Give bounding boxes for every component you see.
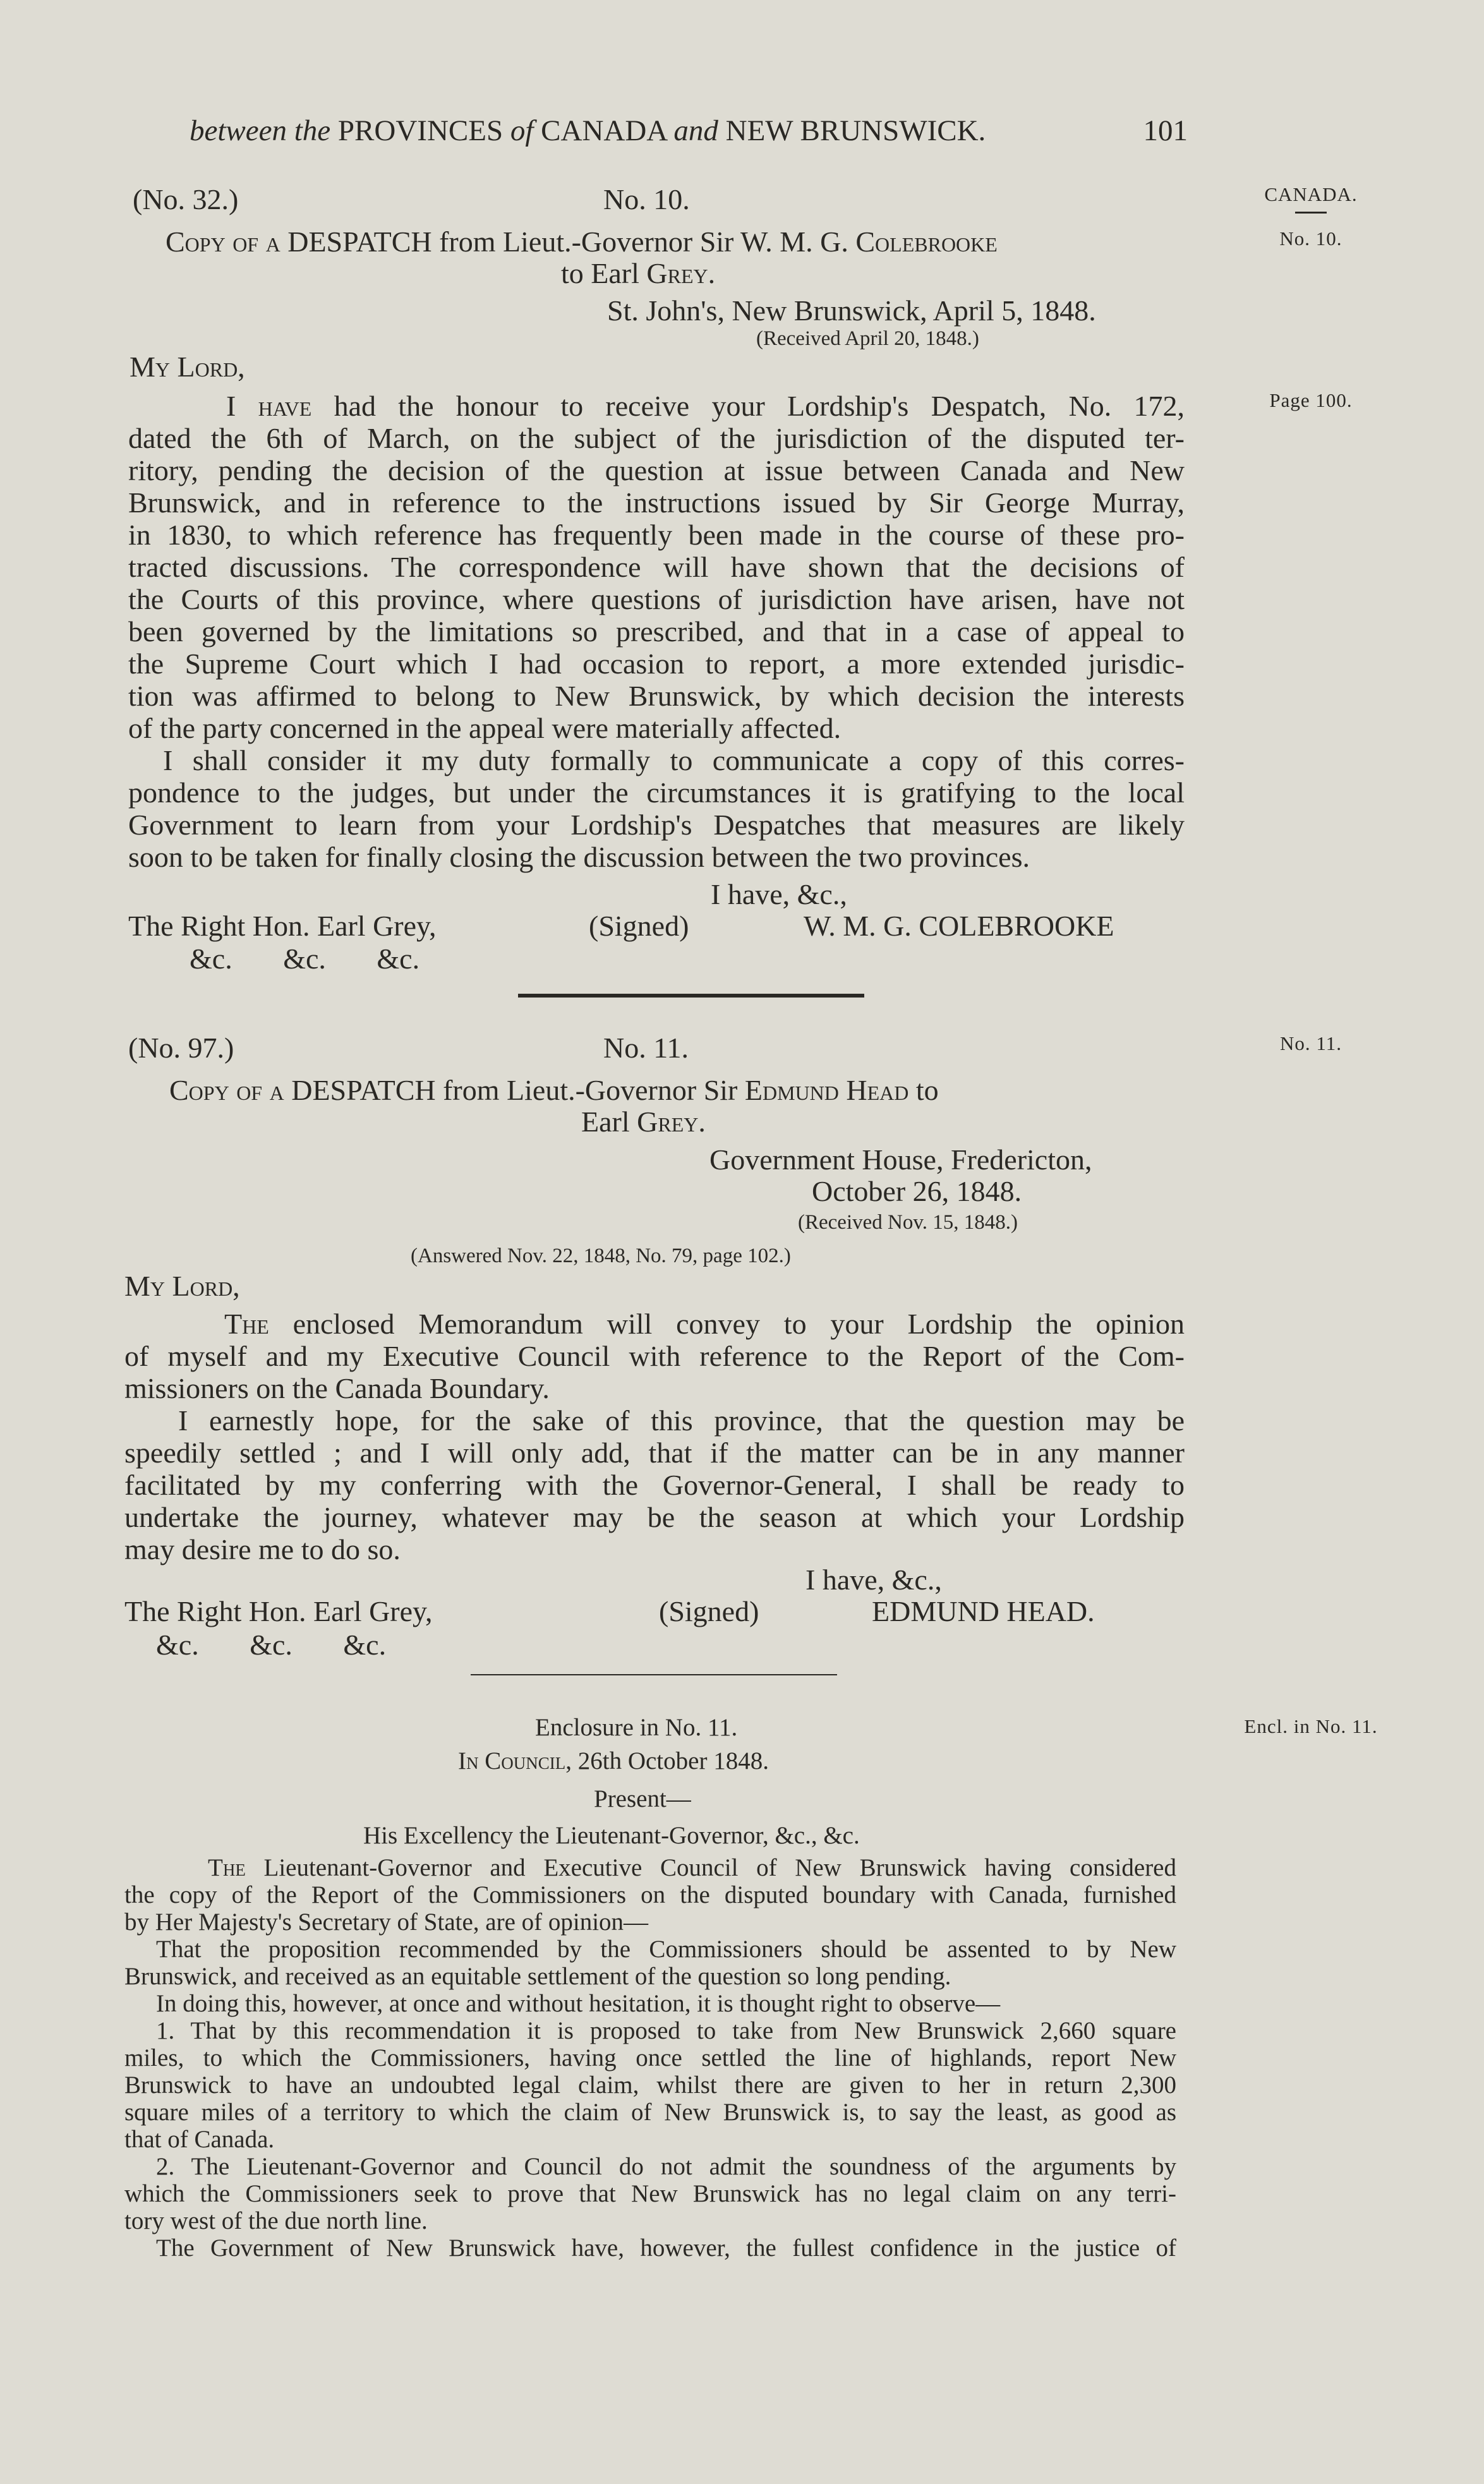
running-header <box>190 114 1188 148</box>
title-copy-of-a: Copy of a <box>169 1074 284 1106</box>
body-line: of myself and my Executive Council with reference to the Report of the Com- <box>124 1340 1185 1372</box>
enclosure-divider <box>471 1674 837 1675</box>
body-line: tion was affirmed to belong to New Brunswick, by which decision the interests <box>128 680 1185 712</box>
body-line: square miles of a territory to which the claim of New Brunswick is, to say the least, as good as <box>124 2099 1176 2126</box>
body-line: the Supreme Court which I had occasion to report, a more extended jurisdic- <box>128 648 1185 680</box>
despatch-2-ref: (No. 97.) <box>128 1032 234 1064</box>
body-line: undertake the journey, whatever may be the season at which your Lordship <box>124 1501 1185 1533</box>
despatch-2-answered: (Answered Nov. 22, 1848, No. 79, page 102.) <box>411 1245 791 1267</box>
body-line: miles, to which the Commissioners, having once settled the line of highlands, report New <box>124 2044 1176 2071</box>
header-canada: CANADA <box>541 114 667 147</box>
margin-no-10: No. 10. <box>1279 227 1342 250</box>
despatch-1-signed: (Signed) <box>589 910 689 942</box>
despatch-2-signer: EDMUND HEAD. <box>872 1595 1095 1627</box>
body-line: I earnestly hope, for the sake of this province, that the question may be <box>178 1404 1185 1437</box>
despatch-2-number: No. 11. <box>603 1032 689 1064</box>
despatch-2-body <box>124 1308 1185 1565</box>
body-line: of the party concerned in the appeal were materially affected. <box>128 712 842 744</box>
body-line: Government to learn from your Lordship's Despatches that measures are likely <box>128 809 1185 841</box>
despatch-1-etc: &c. &c. &c. <box>190 943 420 975</box>
body-line: missioners on the Canada Boundary. <box>124 1372 550 1404</box>
title-copy-of-a: Copy of a <box>166 226 281 258</box>
despatch-1-place-date: St. John's, New Brunswick, April 5, 1848. <box>607 294 1096 327</box>
lead-word: The <box>224 1308 269 1340</box>
enclosure-excellency: His Excellency the Lieutenant-Governor, &c., &c. <box>363 1822 860 1849</box>
despatch-1-signer: W. M. G. COLEBROOKE <box>804 910 1114 942</box>
despatch-1-title-line-2 <box>561 257 715 289</box>
title-despatch: DESPATCH <box>291 1074 436 1106</box>
title-from: from Lieut.-Governor Sir W. M. G. <box>439 226 848 258</box>
despatch-1-body <box>128 390 1185 873</box>
council-date: 26th October 1848. <box>577 1747 769 1775</box>
enclosure-council <box>458 1747 769 1775</box>
body-line: I have had the honour to receive your Lordship's Despatch, No. 172, <box>226 390 1185 422</box>
despatch-2-closing: I have, &c., <box>805 1564 942 1596</box>
margin-canada: CANADA. <box>1264 183 1358 205</box>
despatch-2-salutation: My Lord, <box>124 1270 240 1302</box>
body-line: That the proposition recommended by the Commissioners should be assented to by New <box>156 1936 1176 1963</box>
lead-word: The <box>208 1854 246 1881</box>
body-line: 1. That by this recommendation it is proposed to take from New Brunswick 2,660 square <box>156 2017 1176 2044</box>
section-divider <box>518 994 864 998</box>
council-label: In Council, <box>458 1747 572 1775</box>
body-line: been governed by the limitations so prescribed, and that in a case of appeal to <box>128 615 1185 648</box>
body-line: I shall consider it my duty formally to communicate a copy of this corres- <box>163 744 1185 776</box>
despatch-2-addressee: The Right Hon. Earl Grey, <box>124 1595 433 1627</box>
despatch-1-ref: (No. 32.) <box>133 183 239 215</box>
despatch-1-closing: I have, &c., <box>711 878 847 910</box>
body-line: that of Canada. <box>124 2126 275 2153</box>
header-of: of <box>510 114 534 147</box>
body-line: speedily settled ; and I will only add, that if the matter can be in any manner <box>124 1437 1185 1469</box>
body-line: The Lieutenant-Governor and Executive Council of New Brunswick having considered <box>208 1854 1176 1881</box>
despatch-1-title <box>166 226 998 258</box>
enclosure-present: Present— <box>594 1785 691 1812</box>
enclosure-title: Enclosure in No. 11. <box>535 1714 738 1741</box>
body-line: in 1830, to which reference has frequently been made in the course of these pro- <box>128 519 1185 551</box>
despatch-1-number: No. 10. <box>603 183 690 215</box>
body-line: may desire me to do so. <box>124 1533 401 1565</box>
header-new-brunswick: NEW BRUNSWICK. <box>725 114 986 147</box>
body-line: soon to be taken for finally closing the discussion between the two provinces. <box>128 841 1030 873</box>
title-sender: Edmund Head <box>744 1074 909 1106</box>
margin-enclosure: Encl. in No. 11. <box>1244 1715 1378 1737</box>
body-line: Brunswick, and in reference to the instructions issued by Sir George Murray, <box>128 486 1185 519</box>
body-line: Brunswick to have an undoubted legal claim, whilst there are given to her in return 2,300 <box>124 2071 1176 2099</box>
despatch-2-signed: (Signed) <box>659 1595 759 1627</box>
title-despatch: DESPATCH <box>287 226 432 258</box>
body-line: tracted discussions. The correspondence will have shown that the decisions of <box>128 551 1185 583</box>
body-line: 2. The Lieutenant-Governor and Council do not admit the soundness of the arguments by <box>156 2153 1176 2180</box>
despatch-2-etc: &c. &c. &c. <box>156 1629 387 1661</box>
page-number: 101 <box>1143 114 1188 147</box>
body-line: facilitated by my conferring with the Governor-General, I shall be ready to <box>124 1469 1185 1501</box>
title-to: to <box>915 1074 939 1106</box>
margin-no-11: No. 11. <box>1280 1032 1342 1054</box>
despatch-2-received: (Received Nov. 15, 1848.) <box>798 1211 1018 1234</box>
title-to-earl: to Earl <box>561 257 639 289</box>
despatch-2-date: October 26, 1848. <box>812 1175 1022 1207</box>
despatch-1-received: (Received April 20, 1848.) <box>756 327 979 350</box>
despatch-2-title <box>169 1074 939 1106</box>
margin-page-100: Page 100. <box>1269 389 1353 411</box>
body-line: tory west of the due north line. <box>124 2207 428 2234</box>
despatch-1-salutation: My Lord, <box>130 351 245 383</box>
title-sender: Colebrooke <box>855 226 998 258</box>
body-line: the copy of the Report of the Commissioners on the disputed boundary with Canada, furnished <box>124 1881 1176 1908</box>
lead-word: I have <box>226 390 312 422</box>
body-line: dated the 6th of March, on the subject of the jurisdiction of the disputed ter- <box>128 422 1185 454</box>
body-line: The Government of New Brunswick have, however, the fullest confidence in the justice of <box>156 2234 1176 2262</box>
body-line: Brunswick, and received as an equitable settlement of the question so long pending. <box>124 1963 951 1990</box>
despatch-2-title-line-2 <box>581 1106 706 1138</box>
body-line: ritory, pending the decision of the question at issue between Canada and New <box>128 454 1185 486</box>
despatch-2-place: Government House, Fredericton, <box>709 1143 1092 1176</box>
body-line: The enclosed Memorandum will convey to your Lordship the opinion <box>224 1308 1185 1340</box>
body-line: which the Commissioners seek to prove that New Brunswick has no legal claim on any terri- <box>124 2180 1176 2207</box>
title-recipient: Grey. <box>646 257 716 289</box>
header-provinces: PROVINCES <box>337 114 504 147</box>
title-earl: Earl <box>581 1106 630 1138</box>
enclosure-body <box>124 1854 1176 2262</box>
body-line: the Courts of this province, where questions of jurisdiction have arisen, have not <box>128 583 1185 615</box>
title-recipient: Grey. <box>637 1106 706 1138</box>
body-line: In doing this, however, at once and without hesitation, it is thought right to observe— <box>156 1990 1001 2017</box>
despatch-1-addressee: The Right Hon. Earl Grey, <box>128 910 437 942</box>
title-from: from Lieut.-Governor Sir <box>443 1074 738 1106</box>
margin-rule <box>1295 212 1327 214</box>
body-line: by Her Majesty's Secretary of State, are of opinion— <box>124 1908 649 1936</box>
body-line: pondence to the judges, but under the circumstances it is gratifying to the local <box>128 776 1185 809</box>
header-prefix: between the <box>190 114 331 147</box>
header-and: and <box>673 114 718 147</box>
